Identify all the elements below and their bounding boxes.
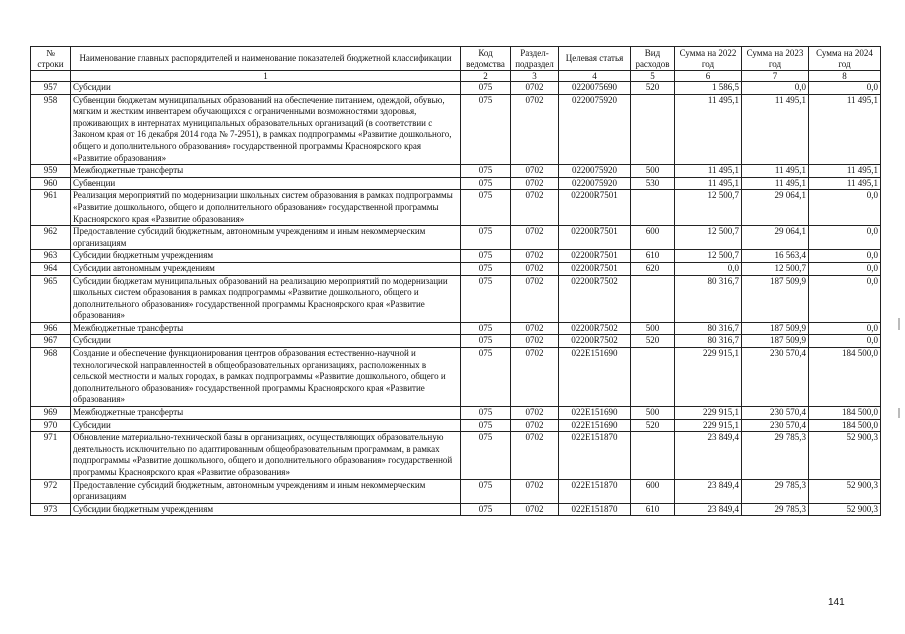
table-row <box>31 503 881 516</box>
row-amount-2022: 12 500,7 <box>675 190 742 226</box>
row-amount-2022: 229 915,1 <box>675 407 742 420</box>
row-expense-type: 520 <box>631 82 675 95</box>
row-target-code: 022E151690 <box>559 419 631 432</box>
row-expense-type: 520 <box>631 419 675 432</box>
row-number: 958 <box>31 94 71 165</box>
row-name: Предоставление субсидий бюджетным, автономным учреждениям и иным некоммерческим организациям <box>71 479 461 503</box>
row-amount-2024: 0,0 <box>809 275 881 322</box>
row-section-code: 0702 <box>511 322 559 335</box>
row-expense-type <box>631 432 675 479</box>
row-amount-2024: 0,0 <box>809 250 881 263</box>
row-name: Создание и обеспечение функционирования центров образования естественно-научной и технологической направленностей в общеобразовательных организациях, расположенных в сельской местности и малых городах, в рамках подпрограммы «Развитие дошкольного, общего и дополнительного образования» государственной программы Красноярского края «Развитие образования» <box>71 348 461 407</box>
row-target-code: 022E151870 <box>559 479 631 503</box>
row-expense-type: 610 <box>631 503 675 516</box>
header-2024: Сумма на 2024 год <box>809 47 881 71</box>
row-dept-code: 075 <box>461 503 511 516</box>
row-amount-2024: 0,0 <box>809 82 881 95</box>
row-dept-code: 075 <box>461 335 511 348</box>
header-2023: Сумма на 2023 год <box>742 47 809 71</box>
header-target: Целевая статья <box>559 47 631 71</box>
row-target-code: 02200R7501 <box>559 250 631 263</box>
table-row <box>31 322 881 335</box>
row-amount-2022: 1 586,5 <box>675 82 742 95</box>
row-amount-2023: 187 509,9 <box>742 335 809 348</box>
row-target-code: 0220075920 <box>559 94 631 165</box>
row-section-code: 0702 <box>511 262 559 275</box>
row-amount-2022: 11 495,1 <box>675 177 742 190</box>
header-dept: Код ведомства <box>461 47 511 71</box>
row-dept-code: 075 <box>461 226 511 250</box>
row-target-code: 02200R7502 <box>559 335 631 348</box>
row-section-code: 0702 <box>511 165 559 178</box>
row-name: Межбюджетные трансферты <box>71 165 461 178</box>
column-number: 8 <box>809 71 881 82</box>
table-body <box>31 82 881 516</box>
row-dept-code: 075 <box>461 165 511 178</box>
row-section-code: 0702 <box>511 407 559 420</box>
row-expense-type: 610 <box>631 250 675 263</box>
header-row-no: № строки <box>31 47 71 71</box>
scan-edge-mark <box>898 408 900 418</box>
row-section-code: 0702 <box>511 82 559 95</box>
column-number-row <box>31 71 881 82</box>
row-number: 972 <box>31 479 71 503</box>
row-amount-2024: 11 495,1 <box>809 165 881 178</box>
row-target-code: 022E151690 <box>559 407 631 420</box>
row-target-code: 02200R7502 <box>559 322 631 335</box>
row-expense-type: 500 <box>631 322 675 335</box>
row-name: Субсидии автономным учреждениям <box>71 262 461 275</box>
row-amount-2024: 0,0 <box>809 190 881 226</box>
row-amount-2023: 29 064,1 <box>742 226 809 250</box>
row-amount-2022: 23 849,4 <box>675 432 742 479</box>
row-target-code: 02200R7502 <box>559 275 631 322</box>
row-amount-2023: 29 785,3 <box>742 479 809 503</box>
table-row <box>31 82 881 95</box>
row-target-code: 02200R7501 <box>559 190 631 226</box>
row-amount-2024: 52 900,3 <box>809 479 881 503</box>
row-amount-2023: 12 500,7 <box>742 262 809 275</box>
row-target-code: 022E151690 <box>559 348 631 407</box>
row-expense-type: 600 <box>631 479 675 503</box>
row-amount-2023: 29 785,3 <box>742 432 809 479</box>
row-expense-type: 600 <box>631 226 675 250</box>
row-amount-2024: 184 500,0 <box>809 348 881 407</box>
row-section-code: 0702 <box>511 250 559 263</box>
row-name: Межбюджетные трансферты <box>71 322 461 335</box>
row-dept-code: 075 <box>461 432 511 479</box>
row-amount-2023: 11 495,1 <box>742 165 809 178</box>
row-amount-2022: 80 316,7 <box>675 335 742 348</box>
row-section-code: 0702 <box>511 226 559 250</box>
row-amount-2022: 23 849,4 <box>675 479 742 503</box>
row-name: Субвенции <box>71 177 461 190</box>
row-dept-code: 075 <box>461 275 511 322</box>
table-row <box>31 190 881 226</box>
row-amount-2023: 16 563,4 <box>742 250 809 263</box>
row-section-code: 0702 <box>511 190 559 226</box>
row-number: 959 <box>31 165 71 178</box>
header-exp-type: Вид расходов <box>631 47 675 71</box>
row-amount-2022: 12 500,7 <box>675 250 742 263</box>
row-name: Обновление материально-технической базы в организациях, осуществляющих образовательную деятельность исключительно по адаптированным общеобразовательным программам, в рамках подпрограммы «Развитие дошкольного, общего и дополнительного образования» государственной программы Красноярского края «Развитие образования» <box>71 432 461 479</box>
row-section-code: 0702 <box>511 419 559 432</box>
row-amount-2024: 52 900,3 <box>809 503 881 516</box>
header-section: Раздел-подраздел <box>511 47 559 71</box>
row-expense-type: 500 <box>631 165 675 178</box>
row-name: Субсидии бюджетным учреждениям <box>71 250 461 263</box>
row-expense-type <box>631 94 675 165</box>
row-section-code: 0702 <box>511 177 559 190</box>
row-target-code: 0220075690 <box>559 82 631 95</box>
row-amount-2023: 187 509,9 <box>742 275 809 322</box>
column-number: 5 <box>631 71 675 82</box>
row-amount-2023: 230 570,4 <box>742 348 809 407</box>
row-number: 971 <box>31 432 71 479</box>
page-number: 141 <box>828 597 845 608</box>
row-amount-2024: 0,0 <box>809 322 881 335</box>
row-dept-code: 075 <box>461 262 511 275</box>
row-amount-2022: 11 495,1 <box>675 165 742 178</box>
row-number: 964 <box>31 262 71 275</box>
table-row <box>31 348 881 407</box>
column-number: 1 <box>71 71 461 82</box>
row-section-code: 0702 <box>511 335 559 348</box>
row-amount-2024: 11 495,1 <box>809 177 881 190</box>
row-section-code: 0702 <box>511 348 559 407</box>
row-section-code: 0702 <box>511 432 559 479</box>
document-page <box>30 46 880 516</box>
budget-table <box>30 46 881 516</box>
row-number: 963 <box>31 250 71 263</box>
row-section-code: 0702 <box>511 503 559 516</box>
row-amount-2022: 229 915,1 <box>675 419 742 432</box>
table-row <box>31 479 881 503</box>
row-expense-type: 530 <box>631 177 675 190</box>
row-dept-code: 075 <box>461 348 511 407</box>
row-number: 968 <box>31 348 71 407</box>
row-amount-2023: 29 785,3 <box>742 503 809 516</box>
table-row <box>31 335 881 348</box>
row-amount-2023: 29 064,1 <box>742 190 809 226</box>
header-2022: Сумма на 2022 год <box>675 47 742 71</box>
table-row <box>31 250 881 263</box>
row-amount-2024: 184 500,0 <box>809 419 881 432</box>
row-name: Предоставление субсидий бюджетным, автономным учреждениям и иным некоммерческим организациям <box>71 226 461 250</box>
row-target-code: 022E151870 <box>559 503 631 516</box>
row-number: 960 <box>31 177 71 190</box>
row-section-code: 0702 <box>511 479 559 503</box>
row-expense-type: 620 <box>631 262 675 275</box>
row-section-code: 0702 <box>511 275 559 322</box>
row-expense-type: 500 <box>631 407 675 420</box>
row-name: Субвенции бюджетам муниципальных образований на обеспечение питанием, одеждой, обувью, мягким и жестким инвентарем обучающихся с ограниченными возможностями здоровья, проживающих в интернатах муниципальных образовательных организаций (в соответствии с Законом края от 16 декабря 2014 года № 7-2951), в рамках подпрограммы «Развитие дошкольного, общего и дополнительного образования» государственной программы Красноярского края «Развитие образования» <box>71 94 461 165</box>
row-number: 966 <box>31 322 71 335</box>
row-dept-code: 075 <box>461 322 511 335</box>
row-dept-code: 075 <box>461 94 511 165</box>
row-target-code: 0220075920 <box>559 165 631 178</box>
row-name: Субсидии <box>71 419 461 432</box>
row-amount-2023: 11 495,1 <box>742 94 809 165</box>
scan-edge-mark <box>898 318 900 330</box>
row-amount-2024: 0,0 <box>809 226 881 250</box>
row-dept-code: 075 <box>461 479 511 503</box>
row-amount-2023: 230 570,4 <box>742 407 809 420</box>
row-name: Субсидии бюджетам муниципальных образований на реализацию мероприятий по модернизации школьных систем образования в рамках подпрограммы «Развитие дошкольного, общего и дополнительного образования» государственной программы Красноярского края «Развитие образования» <box>71 275 461 322</box>
row-amount-2024: 184 500,0 <box>809 407 881 420</box>
table-row <box>31 262 881 275</box>
table-row <box>31 165 881 178</box>
row-amount-2024: 52 900,3 <box>809 432 881 479</box>
table-row <box>31 226 881 250</box>
row-section-code: 0702 <box>511 94 559 165</box>
row-target-code: 0220075920 <box>559 177 631 190</box>
header-name: Наименование главных распорядителей и наименование показателей бюджетной классификации <box>71 47 461 71</box>
table-row <box>31 407 881 420</box>
row-amount-2024: 0,0 <box>809 335 881 348</box>
row-dept-code: 075 <box>461 419 511 432</box>
row-amount-2023: 187 509,9 <box>742 322 809 335</box>
row-name: Субсидии <box>71 335 461 348</box>
row-amount-2023: 0,0 <box>742 82 809 95</box>
column-number: 7 <box>742 71 809 82</box>
row-amount-2022: 23 849,4 <box>675 503 742 516</box>
column-number: 4 <box>559 71 631 82</box>
row-amount-2022: 229 915,1 <box>675 348 742 407</box>
row-expense-type: 520 <box>631 335 675 348</box>
row-amount-2024: 0,0 <box>809 262 881 275</box>
column-number: 2 <box>461 71 511 82</box>
row-amount-2022: 0,0 <box>675 262 742 275</box>
row-expense-type <box>631 348 675 407</box>
row-dept-code: 075 <box>461 190 511 226</box>
row-amount-2023: 230 570,4 <box>742 419 809 432</box>
row-number: 965 <box>31 275 71 322</box>
row-target-code: 022E151870 <box>559 432 631 479</box>
row-name: Межбюджетные трансферты <box>71 407 461 420</box>
row-amount-2022: 11 495,1 <box>675 94 742 165</box>
row-number: 970 <box>31 419 71 432</box>
table-header <box>31 47 881 82</box>
row-name: Субсидии <box>71 82 461 95</box>
row-number: 961 <box>31 190 71 226</box>
row-amount-2022: 80 316,7 <box>675 322 742 335</box>
row-amount-2022: 80 316,7 <box>675 275 742 322</box>
row-name: Реализация мероприятий по модернизации школьных систем образования в рамках подпрограммы «Развитие дошкольного, общего и дополнительного образования» государственной программы Красноярского края «Развитие образования» <box>71 190 461 226</box>
row-dept-code: 075 <box>461 407 511 420</box>
column-number <box>31 71 71 82</box>
row-expense-type <box>631 190 675 226</box>
row-number: 967 <box>31 335 71 348</box>
row-number: 973 <box>31 503 71 516</box>
table-row <box>31 419 881 432</box>
row-number: 969 <box>31 407 71 420</box>
row-amount-2024: 11 495,1 <box>809 94 881 165</box>
row-dept-code: 075 <box>461 177 511 190</box>
row-target-code: 02200R7501 <box>559 226 631 250</box>
table-row <box>31 432 881 479</box>
row-name: Субсидии бюджетным учреждениям <box>71 503 461 516</box>
table-row <box>31 94 881 165</box>
row-expense-type <box>631 275 675 322</box>
column-number: 3 <box>511 71 559 82</box>
row-dept-code: 075 <box>461 250 511 263</box>
column-number: 6 <box>675 71 742 82</box>
row-number: 962 <box>31 226 71 250</box>
row-number: 957 <box>31 82 71 95</box>
table-row <box>31 177 881 190</box>
table-row <box>31 275 881 322</box>
row-dept-code: 075 <box>461 82 511 95</box>
row-amount-2023: 11 495,1 <box>742 177 809 190</box>
row-target-code: 02200R7501 <box>559 262 631 275</box>
row-amount-2022: 12 500,7 <box>675 226 742 250</box>
